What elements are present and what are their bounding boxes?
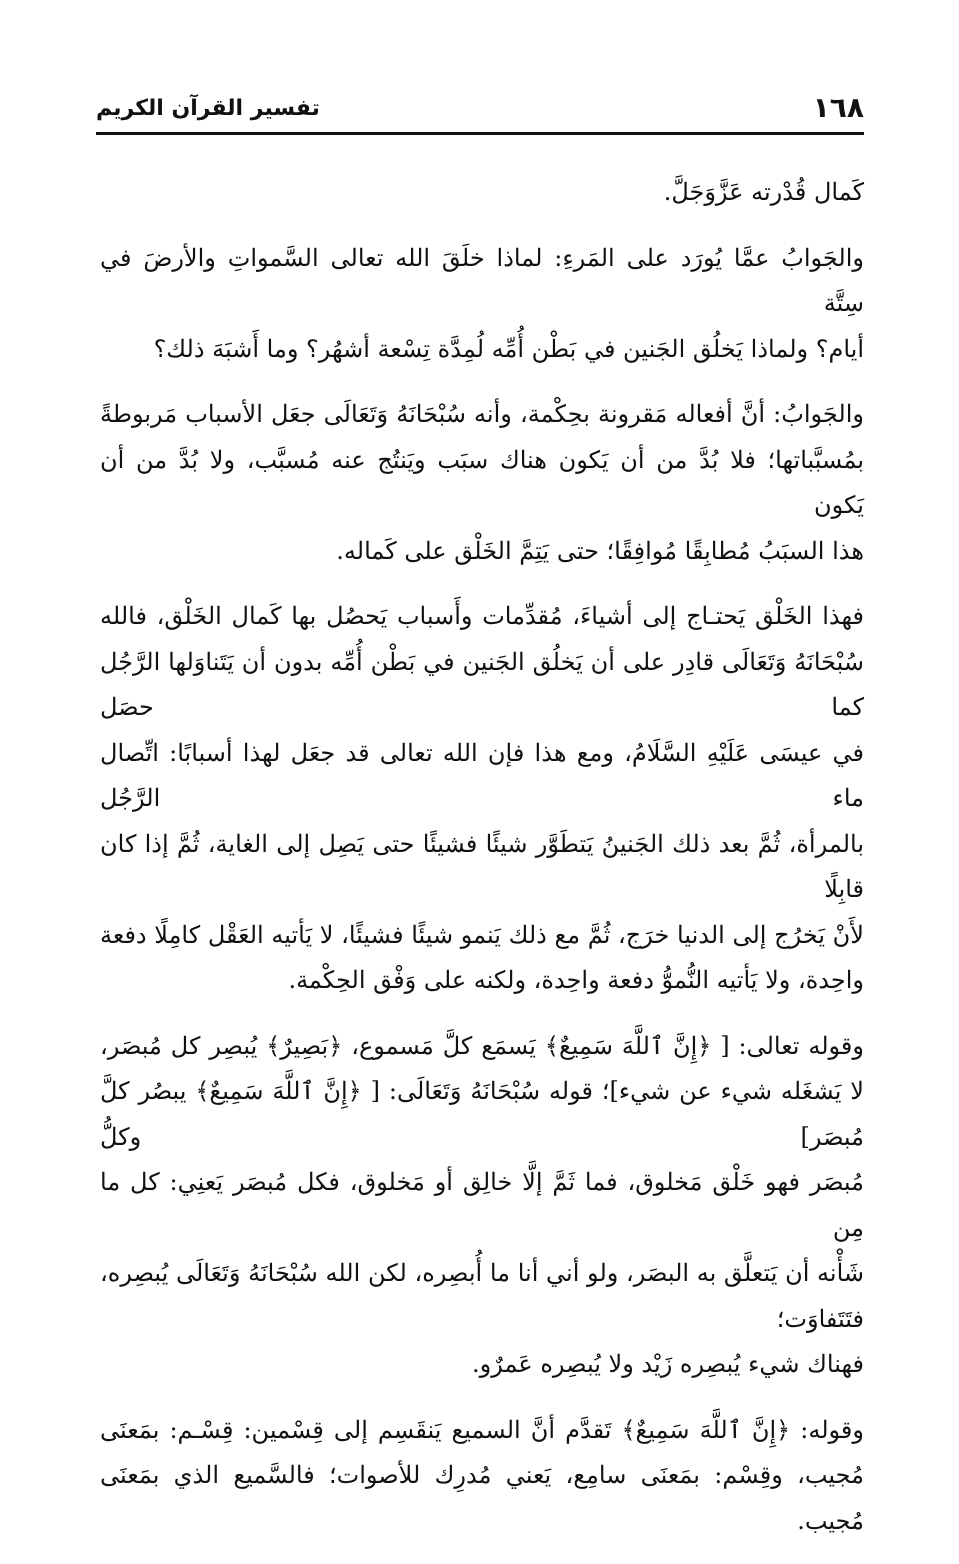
- text-line: بالمرأة، ثُمَّ بعد ذلك الجَنينُ يَتطَوَّر شيئًا فشيئًا حتى يَصِل إلى الغاية، ثُمَّ إذا كان قابِلًا: [100, 829, 864, 903]
- text-line: سُبْحَانَهُ وَتَعَالَى قادِر على أن يَخلُق الجَنين في بَطْن أُمِّه بدون أن يَتَناوَلها الرَّجُل كما حصَل: [100, 647, 864, 721]
- text-line: بمُسبَّباتها؛ فلا بُدَّ من أن يَكون هناك سبَب ويَنتُج عنه مُسبَّب، ولا بُدَّ من أن يَكون: [100, 445, 864, 519]
- text-line: لا يَشغَله شيء عن شيء]؛ قوله سُبْحَانَهُ وَتَعَالَى: [ ﴿إِنَّ ٱللَّهَ سَمِيعٌ﴾ يبصُر كلَّ مُبصَر] وكلُّ: [100, 1077, 864, 1151]
- body-text: [100, 170, 864, 1564]
- text-line: وقوله: ﴿إِنَّ ٱللَّهَ سَمِيعٌ﴾ تَقدَّم أنَّ السميع يَنقَسِم إلى قِسْمين: قِسْـم: بمَعنَى: [100, 1415, 864, 1444]
- text-line: في عيسَى عَلَيْهِ السَّلَامُ، ومع هذا فإن الله تعالى قد جعَل لهذا أسبابًا: اتِّصال ماء الرَّجُل: [100, 738, 865, 812]
- paragraph-3: [100, 392, 864, 574]
- book-title: تفسير القرآن الكريم: [96, 96, 320, 121]
- paragraph-5: [100, 1024, 864, 1388]
- text-line: مُجيب، وقِسْم: بمَعنَى سامِع، يَعني مُدرِك للأصوات؛ فالسَّميع الذي بمَعنَى مُجيب.: [100, 1461, 864, 1535]
- text-line: شَأْنه أن يَتعلَّق به البصَر، ولو أني أنا ما أُبصِره، لكن الله سُبْحَانَهُ وَتَعَالَى يُبصِره، فتَتَفاوَت؛: [100, 1259, 865, 1333]
- text-line: فهذا الخَلْق يَحتـاج إلى أشياءَ، مُقدِّمات وأَسباب يَحصُل بها كَمال الخَلْق، فالله: [100, 602, 864, 630]
- page-header: [96, 88, 864, 135]
- text-line: وقوله تعالى: [ ﴿إِنَّ ٱللَّهَ سَمِيعٌ﴾ يَسمَع كلَّ مَسموع، ﴿بَصِيرٌ﴾ يُبصِر كل مُبصَر،: [100, 1031, 864, 1060]
- text-line: مُبصَر فهو خَلْق مَخلوق، فما ثَمَّ إلَّا خالِق أو مَخلوق، فكل مُبصَر يَعنِي: كل ما مِن: [100, 1168, 864, 1242]
- paragraph-2: [100, 236, 864, 373]
- text-line: كَمال قُدْرته عَزَّوَجَلَّ.: [663, 178, 864, 206]
- text-line: والجَوابُ: أنَّ أفعاله مَقرونة بحِكْمة، وأنه سُبْحَانَهُ وَتَعَالَى جعَل الأسباب مَربوطةً: [100, 400, 864, 428]
- paragraph-4: [100, 594, 864, 1004]
- text-line: والجَوابُ عمَّا يُورَد على المَرءِ: لماذا خلَقَ الله تعالى السَّمواتِ والأرضَ في سِتَّة: [100, 243, 864, 317]
- text-line: أيام؟ ولماذا يَخلُق الجَنين في بَطْن أُمِّه لُمِدَّة تِسْعة أشهُر؟ وما أَشبَهَ ذلك؟: [153, 334, 864, 363]
- text-line: فهناك شيء يُبصِره زَيْد ولا يُبصِره عَمرٌو.: [472, 1350, 864, 1378]
- text-line: واحِدة، ولا يَأتيه النُّموُّ دفعة واحِدة، ولكنه على وَفْق الحِكْمة.: [288, 966, 864, 994]
- text-line: لأَنْ يَخرُج إلى الدنيا خرَج، ثُمَّ مع ذلك يَنمو شيئًا فشيئًا، لا يَأتيه العَقْل كامِلًا دفعة: [100, 920, 864, 949]
- page-number: ١٦٨: [812, 91, 864, 124]
- text-line: هذا السبَبُ مُطابِقًا مُوافِقًا؛ حتى يَتِمَّ الخَلْق على كَماله.: [336, 536, 864, 565]
- paragraph-6: [100, 1408, 864, 1545]
- paragraph-1: [100, 170, 864, 216]
